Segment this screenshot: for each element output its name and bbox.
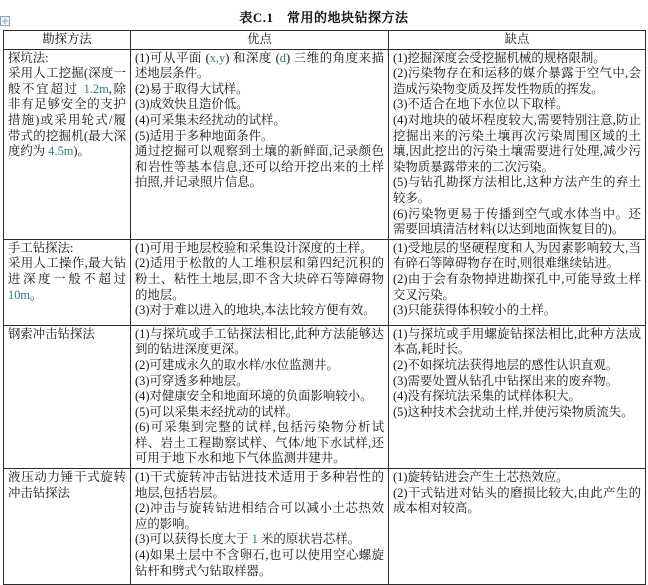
- paragraph: (2)不如探坑法获得地层的感性认识直观。: [393, 357, 619, 372]
- paragraph: (3)不适合在地下水位以下取样。: [393, 97, 569, 112]
- paragraph: (2)适用于松散的人工堆积层和第四纪沉积的粉土、粘性土地层,即不含大块碎石等障碍物的地层。: [135, 256, 384, 302]
- paragraph: (1)与探坑或手工钻探法相比,此种方法能够达到的钻进深度更深。: [135, 326, 384, 357]
- paragraph: 钢索冲击钻探法: [8, 326, 95, 341]
- paragraph: (4)如果土层中不含卵石,也可以使用空心螺旋钻杆和劈式勺钻取样器。: [135, 548, 384, 578]
- paragraph: (2)干式钻进对钻头的磨损比较大,由此产生的成本相对较高。: [393, 485, 641, 516]
- cell-advantages: [131, 49, 389, 239]
- cell-advantages: [131, 239, 389, 325]
- table-row: [4, 239, 646, 325]
- drilling-methods-table: [3, 30, 646, 585]
- table-row: [4, 469, 646, 585]
- paragraph: (3)对于难以进入的地块,本法比较方便有效。: [135, 303, 376, 318]
- paragraph: (6)可采集到完整的试样,包括污染物分析试样、岩土工程勘察试样、气体/地下水试样,还可用于地下水和地下气体监测井建井。: [135, 420, 384, 466]
- cell-method: [4, 325, 131, 468]
- paragraph: (2)易于取得大试样。: [135, 81, 249, 96]
- paragraph: (4)没有探坑法采集的试样体积大。: [393, 389, 581, 404]
- paragraph: 液压动力锤干式旋转冲击钻探法: [8, 470, 126, 500]
- paragraph: (3)成效快且造价低。: [135, 97, 249, 112]
- paragraph: 手工钻探法:: [8, 240, 74, 255]
- paragraph: (5)与钻孔勘探方法相比,这种方法产生的弃土较多。: [393, 175, 641, 205]
- table-row: [4, 49, 646, 239]
- cell-method: [4, 239, 131, 325]
- paragraph: (6)污染物更易于传播到空气或水体当中。还需要回填清洁材料(以达到地面恢复目的)。: [393, 206, 641, 237]
- table-move-handle-icon[interactable]: ✛: [1, 17, 9, 26]
- paragraph: (5)可以采集未经扰动的试样。: [135, 404, 299, 419]
- paragraph: 探坑法:: [8, 50, 49, 65]
- paragraph: (3)需要处置从钻孔中钻探出来的废弃物。: [393, 373, 619, 388]
- cell-method: [4, 469, 131, 585]
- table-row: [4, 325, 646, 468]
- paragraph: (3)可穿透多种地层。: [135, 373, 249, 388]
- paragraph: 通过挖掘可以观察到土壤的新鲜面,记录颜色和岩性等基本信息,还可以给开挖出来的土样拍照,并记录照片信息。: [135, 144, 384, 190]
- paragraph: (1)干式旋转冲击钻进技术适用于多种岩性的地层,包括岩层。: [135, 470, 384, 500]
- cell-disadvantages: [389, 325, 646, 468]
- column-header-method: 勘探方法: [4, 31, 131, 50]
- paragraph: 采用人工挖掘(深度一般不宜超过 1.2m,除非有足够安全的支护措施)或采用轮式/履带式的挖掘机(最大深度约为 4.5m)。: [8, 66, 126, 159]
- column-header-disadvantages: 缺点: [389, 31, 646, 50]
- paragraph: (5)这种技术会扰动土样,并使污染物质流失。: [393, 404, 634, 419]
- cell-disadvantages: [389, 239, 646, 325]
- paragraph: (4)对地块的破坏程度较大,需要特别注意,防止挖掘出来的污染土壤再次污染周围区域的土壤,因此挖出的污染土壤需要进行处理,减少污染物质暴露带来的二次污染。: [393, 112, 641, 174]
- paragraph: (5)适用于多种地面条件。: [135, 128, 274, 143]
- page-title: 表C.1 常用的地块钻探方法: [239, 10, 409, 25]
- paragraph: (1)可用于地层校验和采集设计深度的土样。: [135, 240, 373, 255]
- cell-method: [4, 49, 131, 239]
- paragraph: (1)挖掘深度会受挖掘机械的规格限制。: [393, 50, 606, 65]
- paragraph: (1)与探坑或手用螺旋钻探法相比,此种方法成本高,耗时长。: [393, 326, 641, 357]
- paragraph: (2)可建成永久的取水样/水位监测井。: [135, 357, 339, 372]
- table-header-row: [4, 31, 646, 50]
- cell-advantages: [131, 469, 389, 585]
- paragraph: 采用人工操作,最大钻进深度一般不超过 10m。: [8, 256, 126, 302]
- cell-disadvantages: [389, 49, 646, 239]
- paragraph: (2)污染物存在和运移的媒介暴露于空气中,会造成污染物变质及挥发性物质的挥发。: [393, 66, 641, 96]
- paragraph: (1)旋转钻进会产生土芯热效应。: [393, 470, 569, 485]
- paragraph: (1)可从平面 (x,y) 和深度 (d) 三维的角度来描述地层条件。: [135, 50, 384, 81]
- paragraph: (4)可采集未经扰动的试样。: [135, 112, 286, 127]
- paragraph: (2)冲击与旋转钻进相结合可以减小土芯热效应的影响。: [135, 501, 384, 531]
- paragraph: (2)由于会有杂物掉进勘探孔中,可能导致土样交叉污染。: [393, 271, 641, 302]
- cell-advantages: [131, 325, 389, 468]
- paragraph: (1)受地层的坚硬程度和人为因素影响较大,当有碎石等障碍物存在时,则很难继续钻进。: [393, 240, 641, 271]
- table-body: [4, 49, 646, 584]
- cell-disadvantages: [389, 469, 646, 585]
- column-header-advantages: 优点: [131, 31, 389, 50]
- paragraph: (4)对健康安全和地面环境的负面影响较小。: [135, 389, 373, 404]
- paragraph: (3)只能获得体积较小的土样。: [393, 303, 557, 318]
- paragraph: (3)可以获得长度大于 1 米的原状岩芯样。: [135, 532, 361, 547]
